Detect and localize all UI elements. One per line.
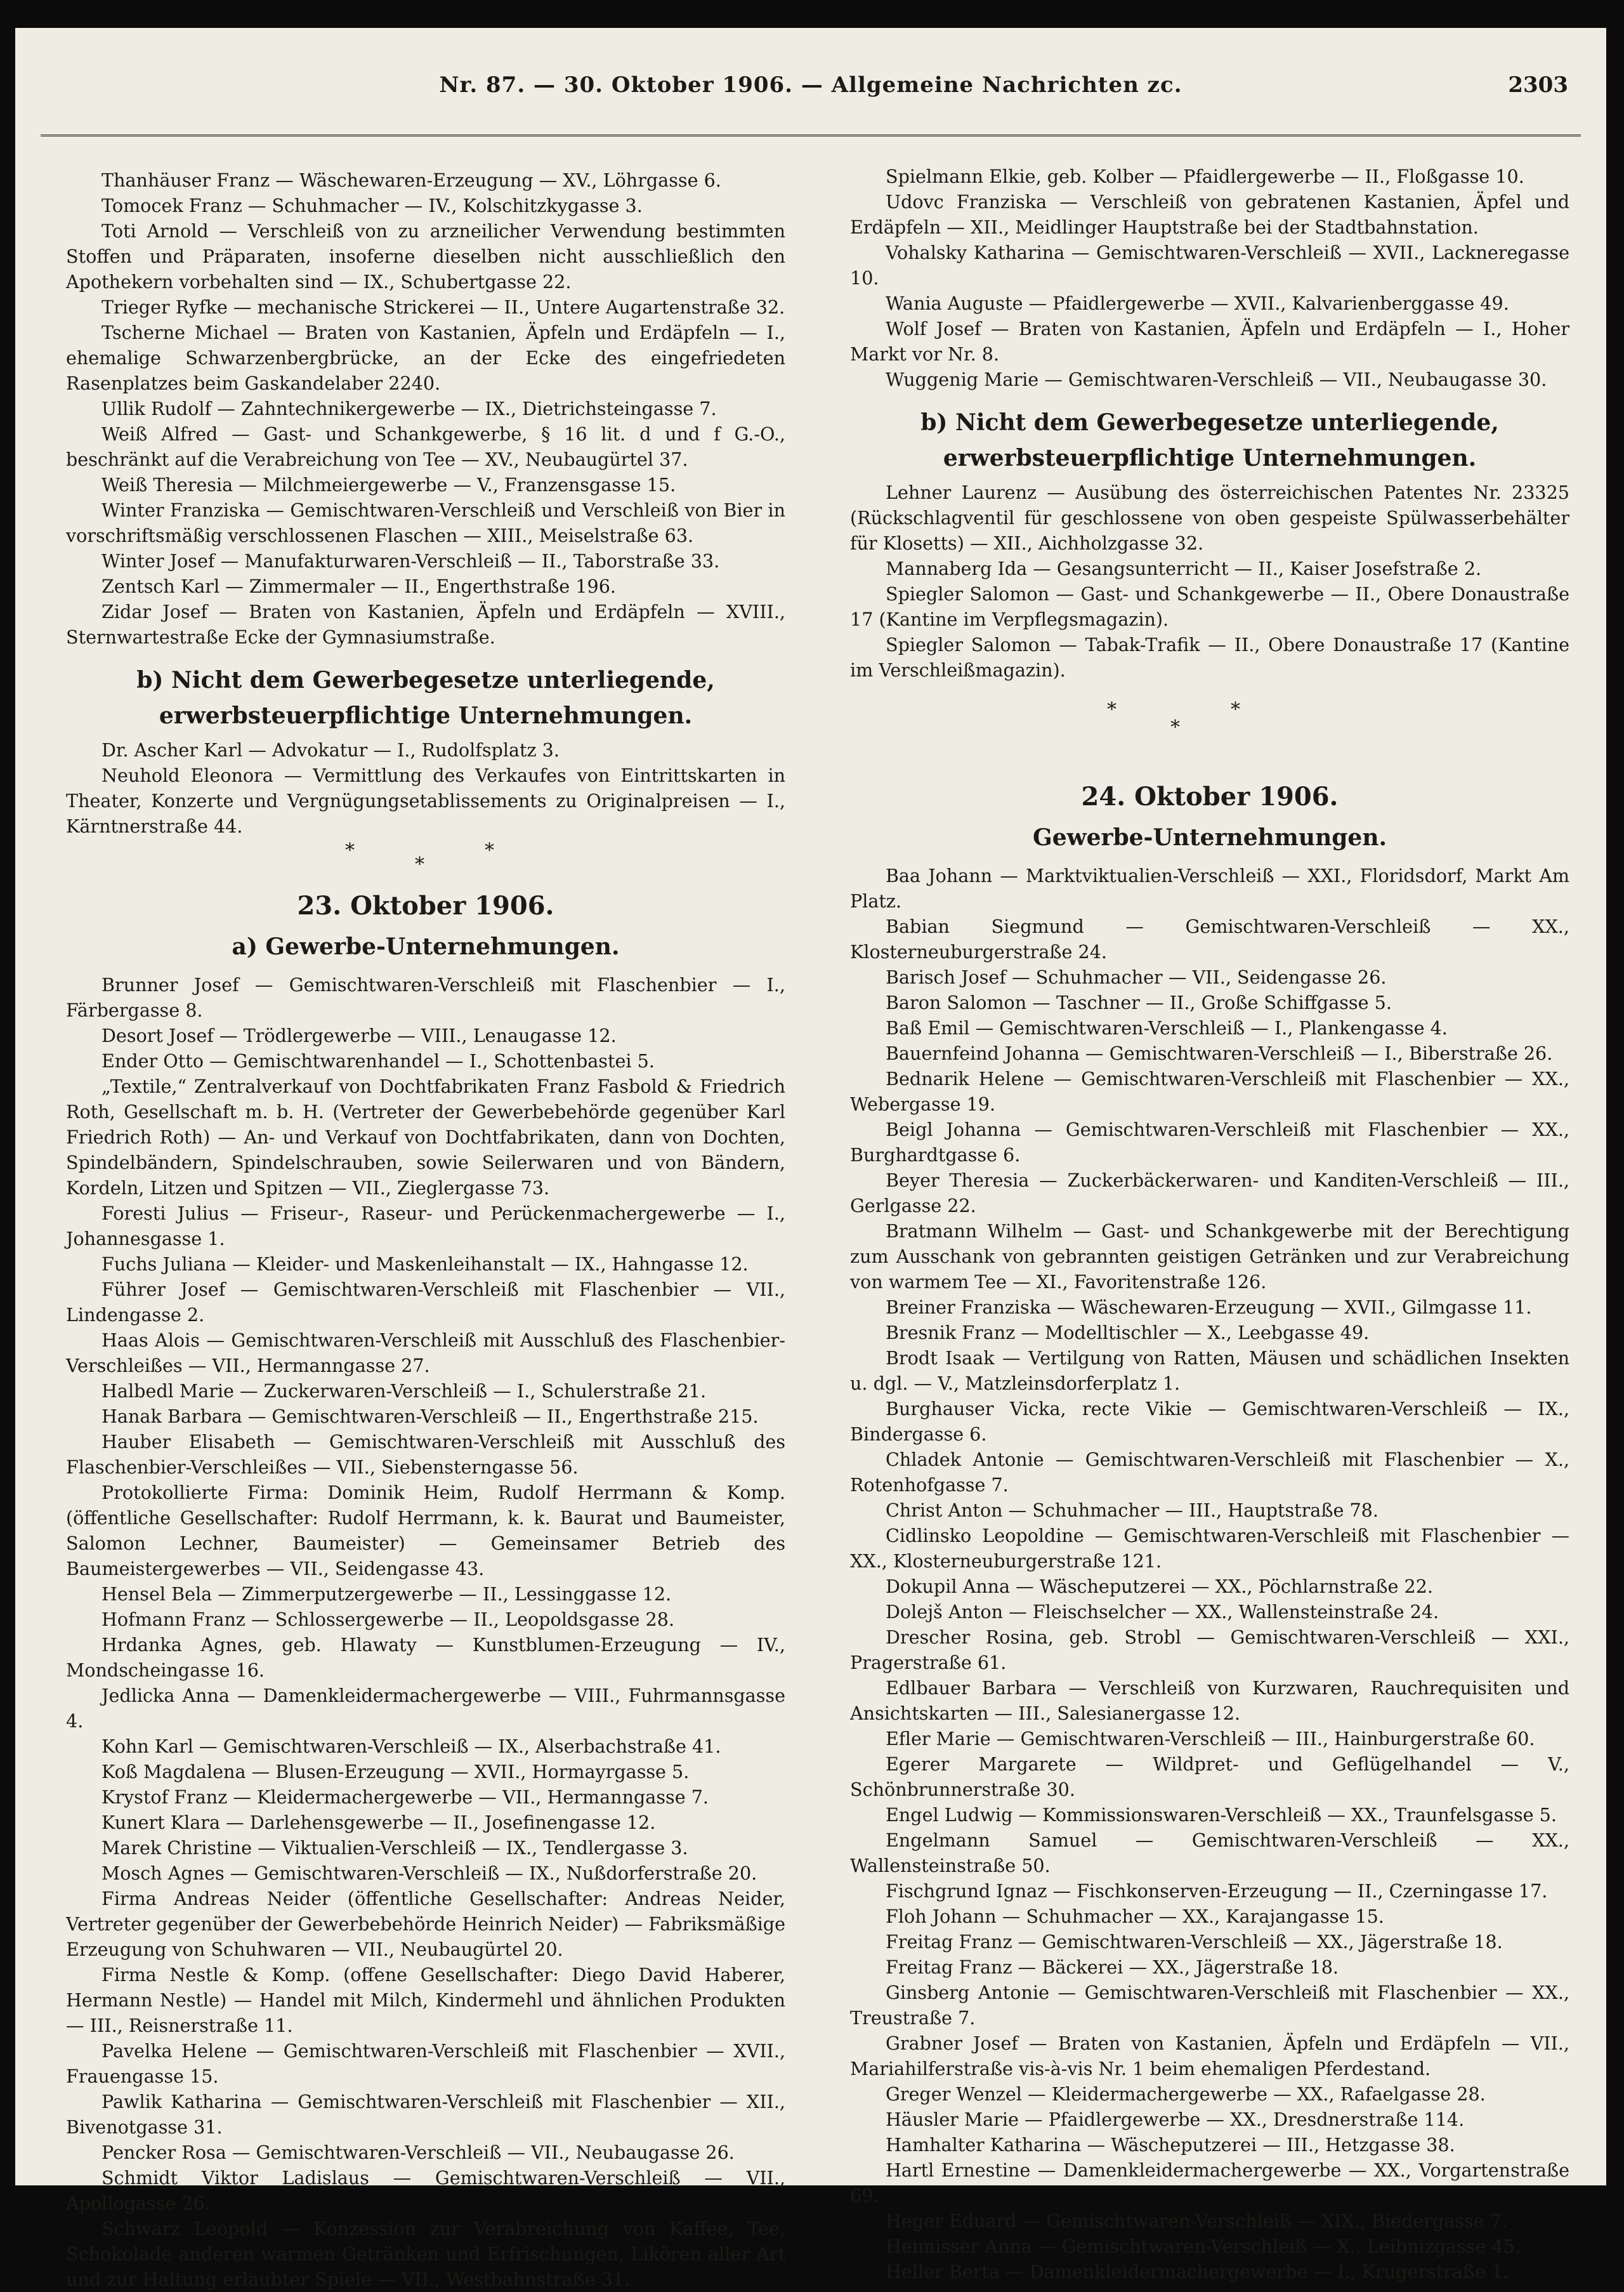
register-entry: Hensel Bela — Zimmerputzergewerbe — II., Lessinggasse 12.: [102, 1583, 672, 1605]
register-entry: Wania Auguste — Pfaidlergewerbe — XVII., Kalvarienberggasse 49.: [886, 293, 1509, 314]
register-entry: Dolejš Anton — Fleischselcher — XX., Wallensteinstraße 24.: [886, 1601, 1439, 1623]
right-heading-b: b) Nicht dem Gewerbegesetze unterliegende, erwerbsteuerpflichtige Unternehmungen.: [920, 409, 1499, 471]
register-entry: Häusler Marie — Pfaidlergewerbe — XX., Dresdnerstraße 114.: [886, 2109, 1465, 2130]
register-entry: Mosch Agnes — Gemischtwaren-Verschleiß — IX., Nußdorferstraße 20.: [102, 1862, 757, 1884]
register-entry: Führer Josef — Gemischtwaren-Verschleiß mit Flaschenbier — VII., Lindengasse 2.: [66, 1279, 785, 1326]
register-entry: Hamhalter Katharina — Wäscheputzerei — III., Hetzgasse 38.: [886, 2134, 1455, 2156]
right-column: [850, 164, 1569, 2284]
register-entry: Hauber Elisabeth — Gemischtwaren-Verschleiß mit Ausschluß des Flaschenbier-Verschleißes — VII., Siebensterngasse 56.: [66, 1431, 785, 1478]
register-entry: Freitag Franz — Bäckerei — XX., Jägerstraße 18.: [886, 1956, 1339, 1978]
page-number: 2303: [1508, 72, 1568, 98]
register-entry: Jedlicka Anna — Damenkleidermachergewerbe — VIII., Fuhrmannsgasse 4.: [66, 1685, 785, 1732]
register-entry: Ginsberg Antonie — Gemischtwaren-Verschleiß mit Flaschenbier — XX., Treustraße 7.: [850, 1982, 1569, 2029]
register-entry: Winter Franziska — Gemischtwaren-Verschleiß und Verschleiß von Bier in vorschriftsmäßig verschlossenen Flaschen — XIII., Meiselstraße 63.: [66, 499, 785, 546]
register-entry: Neuhold Eleonora — Vermittlung des Verkaufes von Eintrittskarten in Theater, Konzerte und Vergnügungsetablissements zu Originalpreisen — I., Kärntnerstraße 44.: [66, 765, 785, 837]
register-entry: Krystof Franz — Kleidermachergewerbe — VII., Hermanngasse 7.: [102, 1786, 709, 1808]
register-entry: Hartl Ernestine — Damenkleidermachergewerbe — XX., Vorgartenstraße 69.: [850, 2159, 1569, 2206]
register-entry: Burghauser Vicka, recte Vikie — Gemischtwaren-Verschleiß — IX., Bindergasse 6.: [850, 1398, 1569, 1445]
register-entry: Thanhäuser Franz — Wäschewaren-Erzeugung — XV., Löhrgasse 6.: [102, 169, 721, 191]
register-entry: Greger Wenzel — Kleidermachergewerbe — XX., Rafaelgasse 28.: [886, 2083, 1486, 2105]
register-entry: Dr. Ascher Karl — Advokatur — I., Rudolfsplatz 3.: [102, 739, 560, 761]
register-entry: Breiner Franziska — Wäschewaren-Erzeugung — XVII., Gilmgasse 11.: [886, 1296, 1532, 1318]
register-entry: Protokollierte Firma: Dominik Heim, Rudolf Herrmann & Komp. (öffentliche Gesellschafter: Rudolf Herrmann, k. k. Baurat und Baumeister, Salomon Lechner, Baumeister) — Gemeinsamer Betrieb des Baumeistergewerbes — VII., Seidengasse 43.: [66, 1482, 785, 1579]
register-entry: Engel Ludwig — Kommissionswaren-Verschleiß — XX., Traunfelsgasse 5.: [886, 1804, 1557, 1826]
right-star-separator: [850, 695, 1569, 753]
register-entry: Marek Christine — Viktualien-Verschleiß — IX., Tendlergasse 3.: [102, 1837, 688, 1859]
register-entry: Grabner Josef — Braten von Kastanien, Äpfeln und Erdäpfeln — VII., Mariahilferstraße vis-à-vis Nr. 1 beim ehemaligen Pferdestand.: [850, 2032, 1569, 2079]
register-entry: Drescher Rosina, geb. Strobl — Gemischtwaren-Verschleiß — XXI., Pragerstraße 61.: [850, 1626, 1569, 1673]
register-entry: Engelmann Samuel — Gemischtwaren-Verschleiß — XX., Wallensteinstraße 50.: [850, 1829, 1569, 1876]
register-entry: Foresti Julius — Friseur-, Raseur- und Perückenmachergewerbe — I., Johannesgasse 1.: [66, 1202, 785, 1249]
register-entry: Toti Arnold — Verschleiß von zu arzneilicher Verwendung bestimmten Stoffen und Präparaten, insoferne dieselben nicht ausschließlich den Apothekern vorbehalten sind — IX., Schubertgasse 22.: [66, 220, 785, 293]
register-entry: Brodt Isaak — Vertilgung von Ratten, Mäusen und schädlichen Insekten u. dgl. — V., Matzleinsdorferplatz 1.: [850, 1347, 1569, 1394]
header-divider: [41, 135, 1581, 136]
register-entry: Haas Alois — Gemischtwaren-Verschleiß mit Ausschluß des Flaschenbier-Verschleißes — VII., Hermanngasse 27.: [66, 1329, 785, 1376]
star: *: [345, 840, 355, 862]
date-heading-24: 24. Oktober 1906.: [1081, 782, 1339, 812]
right-entries-c: [850, 863, 1569, 2284]
sub-heading-gewerbe: a) Gewerbe-Unternehmungen.: [232, 933, 620, 960]
register-entry: „Textile,“ Zentralverkauf von Dochtfabrikaten Franz Fasbold & Friedrich Roth, Gesellschaft m. b. H. (Vertreter der Gewerbebehörde gegenüber Karl Friedrich Roth) — An- und Verkauf von Dochtfabrikaten, dann von Dochten, Spindelbändern, Spindelschrauben, sowie Seilerwaren und von Bändern, Kordeln, Litzen und Spitzen — VII., Zieglergasse 73.: [66, 1076, 785, 1199]
right-entries-b: [850, 480, 1569, 683]
register-entry: Fischgrund Ignaz — Fischkonserven-Erzeugung — II., Czerningasse 17.: [886, 1880, 1548, 1902]
register-entry: Firma Nestle & Komp. (offene Gesellschafter: Diego David Haberer, Hermann Nestle) — Handel mit Milch, Kindermehl und ähnlichen Produkten — III., Reisnerstraße 11.: [66, 1964, 785, 2036]
star: *: [1170, 716, 1180, 739]
register-entry: Pencker Rosa — Gemischtwaren-Verschleiß — VII., Neubaugasse 26.: [102, 2142, 735, 2163]
register-entry: Kunert Klara — Darlehensgewerbe — II., Josefinengasse 12.: [102, 1812, 656, 1833]
register-entry: Freitag Franz — Gemischtwaren-Verschleiß — XX., Jägerstraße 18.: [886, 1931, 1503, 1953]
register-entry: Winter Josef — Manufakturwaren-Verschleiß — II., Taborstraße 33.: [102, 550, 720, 572]
register-entry: Mannaberg Ida — Gesangsunterricht — II., Kaiser Josefstraße 2.: [886, 558, 1482, 579]
register-entry: Firma Andreas Neider (öffentliche Gesellschafter: Andreas Neider, Vertreter gegenüber der Gewerbebehörde Heinrich Neider) — Fabriksmäßige Erzeugung von Schuhwaren — VII., Neubaugürtel 20.: [66, 1888, 785, 1960]
register-entry: Ullik Rudolf — Zahntechnikergewerbe — IX., Dietrichsteingasse 7.: [102, 398, 717, 419]
register-entry: Edlbauer Barbara — Verschleiß von Kurzwaren, Rauchrequisiten und Ansichtskarten — III., Salesianergasse 12.: [850, 1677, 1569, 1724]
register-entry: Udovc Franziska — Verschleiß von gebratenen Kastanien, Äpfel und Erdäpfeln — XII., Meidlinger Hauptstraße bei der Stadtbahnstation.: [850, 191, 1569, 238]
left-entries-c: [66, 972, 785, 2292]
register-entry: Pavelka Helene — Gemischtwaren-Verschleiß mit Flaschenbier — XVII., Frauengasse 15.: [66, 2040, 785, 2087]
register-entry: Fuchs Juliana — Kleider- und Maskenleihanstalt — IX., Hahngasse 12.: [102, 1253, 749, 1275]
star: *: [415, 853, 424, 876]
register-entry: Baß Emil — Gemischtwaren-Verschleiß — I., Plankengasse 4.: [886, 1017, 1448, 1039]
left-heading-b: b) Nicht dem Gewerbegesetze unterliegende, erwerbsteuerpflichtige Unternehmungen.: [136, 667, 715, 729]
register-entry: Spiegler Salomon — Gast- und Schankgewerbe — II., Obere Donaustraße 17 (Kantine im Verpflegsmagazin).: [850, 583, 1569, 630]
register-entry: Lehner Laurenz — Ausübung des österreichischen Patentes Nr. 23325 (Rückschlagventil für geschlossene von oben gespeiste Spülwasserbehälter für Klosetts) — XII., Aichholzgasse 32.: [850, 482, 1569, 554]
left-entries-b: [66, 737, 785, 839]
register-entry: Pawlik Katharina — Gemischtwaren-Verschleiß mit Flaschenbier — XII., Bivenotgasse 31.: [66, 2091, 785, 2138]
register-entry: Babian Siegmund — Gemischtwaren-Verschleiß — XX., Klosterneuburgerstraße 24.: [850, 916, 1569, 963]
register-entry: Baa Johann — Marktviktualien-Verschleiß — XXI., Floridsdorf, Markt Am Platz.: [850, 865, 1569, 912]
register-entry: Hanak Barbara — Gemischtwaren-Verschleiß — II., Engerthstraße 215.: [102, 1406, 759, 1427]
register-entry: Schmidt Viktor Ladislaus — Gemischtwaren-Verschleiß — VII., Apollogasse 26.: [66, 2167, 785, 2214]
register-entry: Hrdanka Agnes, geb. Hlawaty — Kunstblumen-Erzeugung — IV., Mondscheingasse 16.: [66, 1634, 785, 1681]
sub-heading-gewerbe-right: Gewerbe-Unternehmungen.: [1032, 824, 1387, 851]
register-entry: Bresnik Franz — Modelltischler — X., Leebgasse 49.: [886, 1322, 1370, 1343]
register-entry: Halbedl Marie — Zuckerwaren-Verschleiß — I., Schulerstraße 21.: [102, 1380, 707, 1402]
register-entry: Zentsch Karl — Zimmermaler — II., Engerthstraße 196.: [102, 576, 616, 597]
register-entry: Tomocek Franz — Schuhmacher — IV., Kolschitzkygasse 3.: [102, 195, 643, 216]
register-entry: Barisch Josef — Schuhmacher — VII., Seidengasse 26.: [886, 966, 1387, 988]
register-entry: Schwarz Leopold — Konzession zur Verabreichung von Kaffee, Tee, Schokolade anderen warmen Getränken und Erfrischungen, Likören aller Art und zur Haltung erlaubter Spiele — VII., Westbahnstraße 31.: [66, 2218, 785, 2290]
register-entry: Bednarik Helene — Gemischtwaren-Verschleiß mit Flaschenbier — XX., Webergasse 19.: [850, 1068, 1569, 1115]
left-column: [66, 168, 785, 2292]
register-entry: Heger Eduard — Gemischtwaren-Verschleiß — XIX., Biedergasse 7.: [886, 2210, 1507, 2232]
register-entry: Wuggenig Marie — Gemischtwaren-Verschleiß — VII., Neubaugasse 30.: [886, 369, 1547, 390]
register-entry: Baron Salomon — Taschner — II., Große Schiffgasse 5.: [886, 992, 1392, 1013]
date-heading-23: 23. Oktober 1906.: [297, 891, 554, 921]
register-entry: Tscherne Michael — Braten von Kastanien, Äpfeln und Erdäpfeln — I., ehemalige Schwarzenbergbrücke, an der Ecke des eingefriedeten Rasenplatzes beim Gaskandelaber 2240.: [66, 322, 785, 394]
register-entry: Heimisser Anna — Gemischtwaren-Verschleiß — X., Leibnizgasse 45.: [886, 2236, 1521, 2257]
register-entry: Bratmann Wilhelm — Gast- und Schankgewerbe mit der Berechtigung zum Ausschank von gebrannten geistigen Getränken und zur Verabreichung von warmem Tee — XI., Favoritenstraße 126.: [850, 1220, 1569, 1293]
register-entry: Spiegler Salomon — Tabak-Trafik — II., Obere Donaustraße 17 (Kantine im Verschleißmagazin).: [850, 634, 1569, 681]
star: *: [1107, 699, 1116, 721]
star: *: [1231, 699, 1240, 721]
register-entry: Dokupil Anna — Wäscheputzerei — XX., Pöchlarnstraße 22.: [886, 1576, 1433, 1597]
register-entry: Cidlinsko Leopoldine — Gemischtwaren-Verschleiß mit Flaschenbier — XX., Klosterneuburgerstraße 121.: [850, 1525, 1569, 1572]
register-entry: Weiß Theresia — Milchmeiergewerbe — V., Franzensgasse 15.: [102, 474, 676, 496]
register-entry: Spielmann Elkie, geb. Kolber — Pfaidlergewerbe — II., Floßgasse 10.: [886, 166, 1524, 187]
register-entry: Kohn Karl — Gemischtwaren-Verschleiß — IX., Alserbachstraße 41.: [102, 1735, 721, 1757]
register-entry: Zidar Josef — Braten von Kastanien, Äpfeln und Erdäpfeln — XVIII., Sternwartestraße Ecke der Gymnasiumstraße.: [66, 601, 785, 648]
left-star-separator: [66, 839, 785, 878]
register-entry: Trieger Ryfke — mechanische Strickerei — II., Untere Augartenstraße 32.: [102, 296, 785, 318]
register-entry: Chladek Antonie — Gemischtwaren-Verschleiß mit Flaschenbier — X., Rotenhofgasse 7.: [850, 1449, 1569, 1496]
running-title: Nr. 87. — 30. Oktober 1906. — Allgemeine Nachrichten zc.: [439, 72, 1182, 98]
left-entries-a: [66, 168, 785, 650]
register-entry: Floh Johann — Schuhmacher — XX., Karajangasse 15.: [886, 1906, 1384, 1927]
register-entry: Wolf Josef — Braten von Kastanien, Äpfeln und Erdäpfeln — I., Hoher Markt vor Nr. 8.: [850, 318, 1569, 365]
register-entry: Efler Marie — Gemischtwaren-Verschleiß — III., Hainburgerstraße 60.: [886, 1728, 1535, 1749]
register-entry: Vohalsky Katharina — Gemischtwaren-Verschleiß — XVII., Lackneregasse 10.: [850, 242, 1569, 289]
register-entry: Koß Magdalena — Blusen-Erzeugung — XVII., Hormayrgasse 5.: [102, 1761, 690, 1782]
register-entry: Hofmann Franz — Schlossergewerbe — II., Leopoldsgasse 28.: [102, 1609, 675, 1630]
register-entry: Beyer Theresia — Zuckerbäckerwaren- und Kanditen-Verschleiß — III., Gerlgasse 22.: [850, 1169, 1569, 1216]
newspaper-page: [15, 28, 1606, 2290]
right-entries-a: [850, 164, 1569, 392]
register-entry: Christ Anton — Schuhmacher — III., Hauptstraße 78.: [886, 1499, 1378, 1521]
register-entry: Ender Otto — Gemischtwarenhandel — I., Schottenbastei 5.: [102, 1050, 655, 1072]
register-entry: Heller Berta — Damenkleidermachergewerbe — I., Krugerstraße 1.: [886, 2261, 1509, 2282]
register-entry: Weiß Alfred — Gast- und Schankgewerbe, § 16 lit. d und f G.-O., beschränkt auf die Verabreichung von Tee — XV., Neubaugürtel 37.: [66, 423, 785, 470]
page-header: [53, 72, 1568, 117]
star: *: [485, 840, 494, 862]
register-entry: Beigl Johanna — Gemischtwaren-Verschleiß mit Flaschenbier — XX., Burghardtgasse 6.: [850, 1119, 1569, 1166]
register-entry: Desort Josef — Trödlergewerbe — VIII., Lenaugasse 12.: [102, 1025, 617, 1046]
register-entry: Egerer Margarete — Wildpret- und Geflügelhandel — V., Schönbrunnerstraße 30.: [850, 1753, 1569, 1800]
register-entry: Bauernfeind Johanna — Gemischtwaren-Verschleiß — I., Biberstraße 26.: [886, 1043, 1553, 1064]
register-entry: Brunner Josef — Gemischtwaren-Verschleiß mit Flaschenbier — I., Färbergasse 8.: [66, 974, 785, 1021]
